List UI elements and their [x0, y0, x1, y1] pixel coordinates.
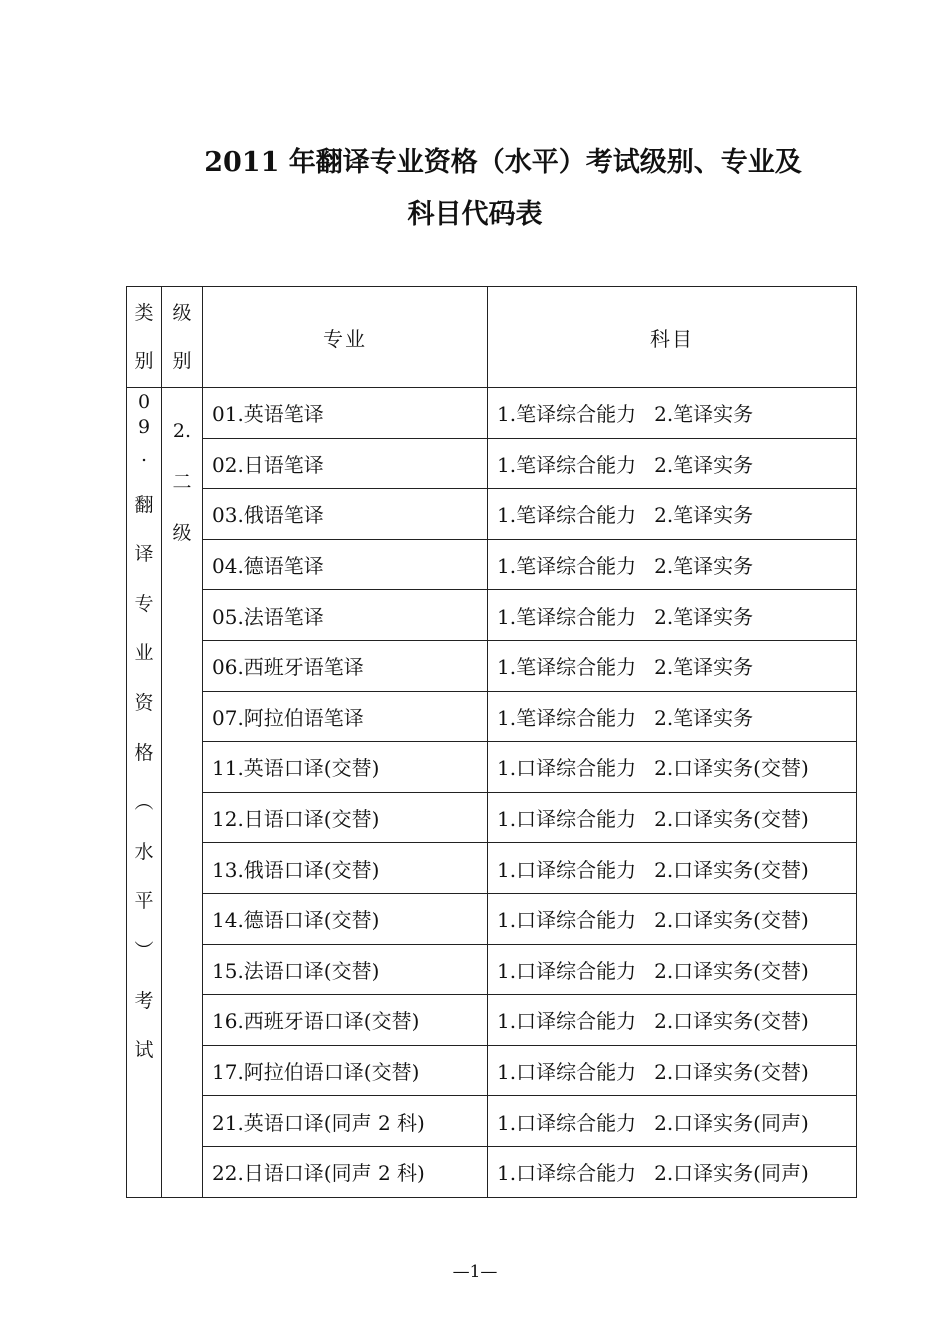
subject-cell	[488, 944, 857, 995]
subject-2: 2.口译实务(交替)	[654, 1009, 809, 1034]
table-row	[127, 742, 857, 793]
subject-2: 2.笔译实务	[654, 452, 754, 477]
major-cell: 02.日语笔译	[203, 438, 488, 489]
vertical-char: ︵	[134, 791, 154, 814]
subject-cell	[488, 843, 857, 894]
vertical-char: 类	[134, 302, 154, 324]
subject-1: 1.笔译综合能力	[497, 402, 637, 427]
table-row	[127, 438, 857, 489]
subject-2: 2.口译实务(交替)	[654, 908, 809, 933]
subject-cell	[488, 995, 857, 1046]
subject-cell	[488, 1096, 857, 1147]
subject-cell	[488, 1146, 857, 1197]
subject-2: 2.口译实务(交替)	[654, 807, 809, 832]
vertical-char: 考	[134, 989, 154, 1012]
vertical-char: 二	[172, 471, 192, 493]
subject-cell	[488, 438, 857, 489]
subject-2: 2.口译实务(交替)	[654, 958, 809, 983]
table-row	[127, 995, 857, 1046]
subject-1: 1.口译综合能力	[497, 1009, 637, 1034]
major-cell: 17.阿拉伯语口译(交替)	[203, 1045, 488, 1096]
vertical-char: 水	[134, 840, 154, 863]
subject-1: 1.笔译综合能力	[497, 554, 637, 579]
major-cell: 06.西班牙语笔译	[203, 640, 488, 691]
level-cell	[162, 388, 203, 1198]
header-level	[162, 287, 203, 388]
subject-cell	[488, 792, 857, 843]
subject-2: 2.笔译实务	[654, 655, 754, 680]
table-row	[127, 539, 857, 590]
major-cell: 15.法语口译(交替)	[203, 944, 488, 995]
table-row	[127, 893, 857, 944]
vertical-char: 格	[134, 741, 154, 764]
major-cell: 22.日语口译(同声 2 科)	[203, 1146, 488, 1197]
subject-2: 2.笔译实务	[654, 604, 754, 629]
subject-1: 1.笔译综合能力	[497, 655, 637, 680]
vertical-char: 译	[134, 543, 154, 566]
subject-cell	[488, 1045, 857, 1096]
subject-cell	[488, 539, 857, 590]
document-title-line-1: 2011 年翻译专业资格（水平）考试级别、专业及	[204, 147, 802, 178]
subject-2: 2.口译实务(交替)	[654, 857, 809, 882]
header-major: 专业	[203, 287, 488, 388]
header-subject: 科目	[488, 287, 857, 388]
subject-1: 1.口译综合能力	[497, 756, 637, 781]
document-title-line-2: 科目代码表	[407, 199, 543, 230]
vertical-char: 试	[134, 1039, 154, 1062]
subject-2: 2.笔译实务	[654, 554, 754, 579]
major-cell: 13.俄语口译(交替)	[203, 843, 488, 894]
vertical-char: 0	[137, 391, 151, 413]
subject-2: 2.口译实务(交替)	[654, 1060, 809, 1085]
subject-2: 2.口译实务(同声)	[654, 1161, 809, 1186]
subject-cell	[488, 742, 857, 793]
vertical-char: 2.	[172, 420, 192, 442]
subject-1: 1.口译综合能力	[497, 1060, 637, 1085]
major-cell: 12.日语口译(交替)	[203, 792, 488, 843]
category-cell	[127, 388, 162, 1198]
subject-2: 2.笔译实务	[654, 705, 754, 730]
vertical-char: 级	[172, 302, 192, 324]
vertical-char: 别	[172, 350, 192, 372]
vertical-char: ︶	[134, 939, 154, 962]
major-cell: 07.阿拉伯语笔译	[203, 691, 488, 742]
table-row	[127, 1096, 857, 1147]
subject-cell	[488, 893, 857, 944]
vertical-char: 级	[172, 522, 192, 544]
vertical-char: 平	[134, 890, 154, 913]
table-row	[127, 1146, 857, 1197]
subject-2: 2.笔译实务	[654, 402, 754, 427]
table-row	[127, 1045, 857, 1096]
subject-cell	[488, 388, 857, 439]
major-cell: 03.俄语笔译	[203, 489, 488, 540]
major-cell: 21.英语口译(同声 2 科)	[203, 1096, 488, 1147]
page-number: —1—	[452, 1262, 498, 1282]
table-row	[127, 489, 857, 540]
subject-1: 1.口译综合能力	[497, 958, 637, 983]
major-cell: 11.英语口译(交替)	[203, 742, 488, 793]
vertical-char: 别	[134, 350, 154, 372]
table-row	[127, 388, 857, 439]
table-row	[127, 590, 857, 641]
subject-1: 1.口译综合能力	[497, 857, 637, 882]
subject-cell	[488, 640, 857, 691]
vertical-char: 专	[134, 592, 154, 615]
code-table	[126, 286, 857, 1198]
major-cell: 04.德语笔译	[203, 539, 488, 590]
subject-2: 2.口译实务(同声)	[654, 1110, 809, 1135]
subject-1: 1.笔译综合能力	[497, 452, 637, 477]
table-row	[127, 944, 857, 995]
major-cell: 14.德语口译(交替)	[203, 893, 488, 944]
vertical-char: 业	[134, 642, 154, 665]
vertical-char: .	[140, 444, 148, 466]
header-category	[127, 287, 162, 388]
major-cell: 05.法语笔译	[203, 590, 488, 641]
subject-1: 1.口译综合能力	[497, 908, 637, 933]
subject-1: 1.笔译综合能力	[497, 604, 637, 629]
table-row	[127, 691, 857, 742]
table-row	[127, 843, 857, 894]
major-cell: 01.英语笔译	[203, 388, 488, 439]
subject-2: 2.笔译实务	[654, 503, 754, 528]
vertical-char: 翻	[134, 493, 154, 516]
table-header-row	[127, 287, 857, 388]
subject-1: 1.笔译综合能力	[497, 705, 637, 730]
subject-cell	[488, 489, 857, 540]
table-row	[127, 792, 857, 843]
vertical-char: 资	[134, 691, 154, 714]
subject-1: 1.笔译综合能力	[497, 503, 637, 528]
subject-1: 1.口译综合能力	[497, 1161, 637, 1186]
subject-2: 2.口译实务(交替)	[654, 756, 809, 781]
subject-1: 1.口译综合能力	[497, 807, 637, 832]
major-cell: 16.西班牙语口译(交替)	[203, 995, 488, 1046]
table-row	[127, 640, 857, 691]
subject-1: 1.口译综合能力	[497, 1110, 637, 1135]
subject-cell	[488, 590, 857, 641]
vertical-char: 9	[137, 416, 151, 438]
subject-cell	[488, 691, 857, 742]
